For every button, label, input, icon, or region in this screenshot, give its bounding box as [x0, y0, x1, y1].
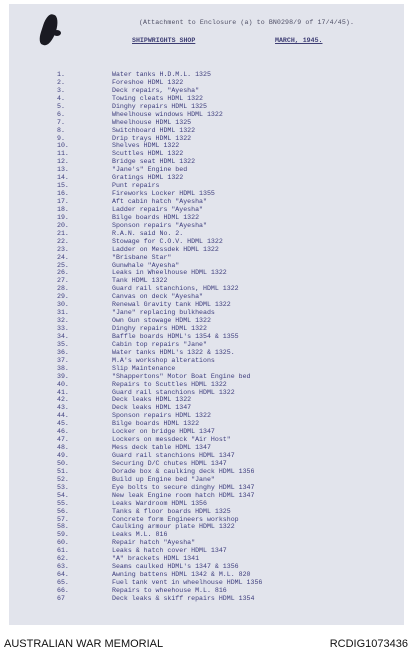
- item-number: 3.: [57, 86, 65, 94]
- item-description: Renewal Gravity tank HDML 1322: [112, 301, 231, 309]
- item-number: 40.: [57, 380, 69, 388]
- item-description: Dorade box & caulking deck HDML 1356: [112, 467, 255, 475]
- list-item: [9, 373, 404, 381]
- list-item: [9, 571, 404, 579]
- item-number: 7.: [57, 118, 65, 126]
- item-description: Mess deck table HDML 1347: [112, 444, 211, 452]
- item-number: 11.: [57, 150, 69, 158]
- item-description: Drip trays HDML 1322: [112, 134, 192, 142]
- list-item: [9, 547, 404, 555]
- item-description: Water tanks H.D.M.L. 1325: [112, 71, 211, 78]
- item-number: 24.: [57, 253, 69, 261]
- list-item: [9, 190, 404, 198]
- item-number: 30.: [57, 301, 69, 309]
- item-number: 18.: [57, 205, 69, 213]
- list-item: [9, 452, 404, 460]
- item-number: 61.: [57, 547, 69, 555]
- item-description: M.A's workshop alterations: [112, 356, 215, 364]
- item-number: 55.: [57, 499, 69, 507]
- item-description: Leaks M.L. 816: [112, 531, 168, 539]
- list-item: [9, 222, 404, 230]
- item-description: Sponson repairs "Ayesha": [112, 221, 207, 229]
- archive-name: AUSTRALIAN WAR MEMORIAL: [4, 638, 164, 650]
- list-item: [9, 87, 404, 95]
- item-number: 8.: [57, 126, 65, 134]
- list-item: [9, 166, 404, 174]
- item-description: Build up Engine bed "Jane": [112, 475, 215, 483]
- list-item: [9, 103, 404, 111]
- item-number: 36.: [57, 348, 69, 356]
- item-number: 5.: [57, 102, 65, 110]
- ink-spot: [53, 30, 61, 36]
- item-number: 57.: [57, 515, 69, 523]
- item-description: Guard rail stanchions HDML 1347: [112, 452, 235, 459]
- page-title: SHIPWRIGHTS SHOP: [132, 37, 196, 44]
- list-item: [9, 158, 404, 166]
- item-description: Aft cabin hatch "Ayesha": [112, 198, 207, 205]
- item-number: 19.: [57, 213, 69, 221]
- list-item: [9, 246, 404, 254]
- item-description: Leaks Wardroom HDML 1356: [112, 499, 207, 507]
- list-item: [9, 587, 404, 595]
- item-description: Lockers on messdeck "Air Host": [112, 436, 231, 444]
- item-number: 63.: [57, 563, 69, 571]
- list-item: [9, 285, 404, 293]
- attachment-reference: (Attachment to Enclosure (a) to BN0298/9 of 17/4/45).: [139, 19, 355, 26]
- list-item: [9, 182, 404, 190]
- item-description: "Jane" replacing bulkheads: [112, 309, 215, 317]
- item-number: 44.: [57, 412, 69, 420]
- item-number: 29.: [57, 293, 69, 301]
- list-item: [9, 111, 404, 119]
- item-number: 14.: [57, 174, 69, 182]
- item-number: 46.: [57, 428, 69, 436]
- item-description: Repairs to wheehouse M.L. 816: [112, 586, 227, 594]
- item-description: Gunwhale "Ayesha": [112, 261, 180, 269]
- item-number: 15.: [57, 182, 69, 190]
- list-item: [9, 214, 404, 222]
- item-number: 2.: [57, 78, 65, 86]
- list-item: [9, 579, 404, 587]
- item-number: 20.: [57, 221, 69, 229]
- item-description: Concrete form Engineers workshop: [112, 515, 239, 523]
- item-number: 13.: [57, 166, 69, 174]
- item-number: 27.: [57, 277, 69, 285]
- item-number: 43.: [57, 404, 69, 412]
- item-number: 50.: [57, 459, 69, 467]
- footer-bar: [0, 635, 413, 653]
- list-item: [9, 412, 404, 420]
- archive-id: RCDIG1073436: [329, 638, 408, 650]
- item-number: 16.: [57, 190, 69, 198]
- item-number: 42.: [57, 396, 69, 404]
- list-item: [9, 150, 404, 158]
- list-item: [9, 206, 404, 214]
- list-item: [9, 341, 404, 349]
- item-number: 35.: [57, 340, 69, 348]
- item-number: 21.: [57, 229, 69, 237]
- list-item: [9, 365, 404, 373]
- item-description: Awning battens HDML 1342 & M.L. 820: [112, 571, 251, 579]
- item-description: Slip Maintenance: [112, 364, 176, 372]
- item-description: Tank HDML 1322: [112, 277, 168, 285]
- item-description: Tanks & floor boards HDML 1325: [112, 507, 231, 515]
- item-description: Locker on bridge HDML 1347: [112, 428, 215, 436]
- list-item: [9, 396, 404, 404]
- item-number: 59.: [57, 531, 69, 539]
- item-number: 39.: [57, 372, 69, 380]
- item-number: 32.: [57, 317, 69, 325]
- item-number: 66.: [57, 586, 69, 594]
- item-description: Wheelhouse windows HDML 1322: [112, 110, 223, 118]
- list-item: [9, 277, 404, 285]
- item-description: Deck repairs, "Ayesha": [112, 86, 200, 94]
- item-number: 41.: [57, 388, 69, 396]
- item-number: 56.: [57, 507, 69, 515]
- item-number: 12.: [57, 158, 69, 166]
- item-description: Dinghy repairs HDML 1322: [112, 325, 207, 332]
- item-description: Deck leaks HDML 1322: [112, 396, 192, 404]
- list-item: [9, 563, 404, 571]
- list-item: [9, 516, 404, 524]
- item-number: 34.: [57, 332, 69, 340]
- list-item: [9, 420, 404, 428]
- document-page: [9, 4, 404, 625]
- item-description: Bilge boards HDML 1322: [112, 420, 200, 428]
- item-description: Canvas on deck "Ayesha": [112, 293, 204, 301]
- item-number: 28.: [57, 285, 69, 293]
- list-item: [9, 444, 404, 452]
- list-item: [9, 381, 404, 389]
- item-number: 62.: [57, 555, 69, 563]
- item-description: Punt repairs: [112, 182, 160, 190]
- item-number: 37.: [57, 356, 69, 364]
- item-description: Gratings HDML 1322: [112, 174, 184, 182]
- item-description: Fireworks Locker HDML 1355: [112, 190, 215, 198]
- item-description: Scuttles HDML 1322: [112, 150, 184, 158]
- list-item: [9, 333, 404, 341]
- list-item: [9, 476, 404, 484]
- list-item: [9, 301, 404, 309]
- list-item: [9, 325, 404, 333]
- list-item: [9, 523, 404, 531]
- item-description: Shelves HDML 1322: [112, 142, 180, 150]
- item-description: "Brisbane Star": [112, 253, 172, 261]
- item-description: Repair hatch "Ayesha": [112, 539, 196, 547]
- item-description: Leaks in Wheelhouse HDML 1322: [112, 269, 227, 277]
- item-number: 6.: [57, 110, 65, 118]
- item-number: 47.: [57, 436, 69, 444]
- item-description: Repairs to Scuttles HDML 1322: [112, 380, 227, 388]
- list-item: [9, 428, 404, 436]
- item-description: Sponson repairs HDML 1322: [112, 412, 211, 420]
- list-item: [9, 357, 404, 365]
- list-item: [9, 174, 404, 182]
- item-description: Eye bolts to secure dinghy HDML 1347: [112, 483, 255, 491]
- item-description: Guard rail stanchions, HDML 1322: [112, 285, 239, 293]
- item-description: Towing cleats HDML 1322: [112, 94, 204, 102]
- item-number: 52.: [57, 475, 69, 483]
- item-description: Switchboard HDML 1322: [112, 126, 196, 134]
- list-item: [9, 119, 404, 127]
- item-number: 33.: [57, 325, 69, 332]
- item-number: 60.: [57, 539, 69, 547]
- list-item: [9, 460, 404, 468]
- item-number: 9.: [57, 134, 65, 142]
- list-item: [9, 492, 404, 500]
- list-item: [9, 71, 404, 79]
- item-number: 48.: [57, 444, 69, 452]
- item-description: Seams caulked HDML's 1347 & 1356: [112, 563, 239, 571]
- item-number: 49.: [57, 452, 69, 459]
- item-description: Deck leaks & skiff repairs HDML 1354: [112, 594, 255, 602]
- item-number: 65.: [57, 579, 69, 586]
- item-number: 67: [57, 594, 65, 602]
- item-description: New leak Engine room hatch HDML 1347: [112, 491, 255, 499]
- list-item: [9, 317, 404, 325]
- list-item: [9, 484, 404, 492]
- item-description: Ladder repairs "Ayesha": [112, 205, 204, 213]
- item-description: Deck leaks HDML 1347: [112, 404, 192, 412]
- item-number: 22.: [57, 237, 69, 245]
- item-number: 53.: [57, 483, 69, 491]
- item-description: "A" brackets HDML 1341: [112, 555, 200, 563]
- list-item: [9, 436, 404, 444]
- item-description: Dinghy repairs HDML 1325: [112, 102, 207, 110]
- item-description: "Jane's" Engine bed: [112, 166, 188, 174]
- item-description: Cabin top repairs "Jane": [112, 340, 207, 348]
- list-item: [9, 531, 404, 539]
- list-item: [9, 508, 404, 516]
- list-item: [9, 349, 404, 357]
- list-item: [9, 404, 404, 412]
- item-description: Wheelhouse HDML 1325: [112, 118, 192, 126]
- item-description: Baffle boards HDML's 1354 & 1355: [112, 332, 239, 340]
- list-item: [9, 135, 404, 143]
- item-description: Fuel tank vent in wheelhouse HDML 1356: [112, 579, 263, 586]
- item-description: Securing D/C chutes HDML 1347: [112, 459, 227, 467]
- item-number: 23.: [57, 245, 69, 253]
- item-number: 10.: [57, 142, 69, 150]
- page-date: MARCH, 1945.: [275, 37, 323, 44]
- list-item: [9, 79, 404, 87]
- item-description: R.A.N. said No. 2.: [112, 229, 184, 237]
- job-list: [9, 71, 404, 603]
- item-number: 51.: [57, 467, 69, 475]
- item-number: 17.: [57, 198, 69, 205]
- item-number: 38.: [57, 364, 69, 372]
- list-item: [9, 309, 404, 317]
- item-description: Ladder on Messdek HDML 1322: [112, 245, 219, 253]
- item-description: Guard rail stanchions HDML 1322: [112, 388, 235, 396]
- item-number: 64.: [57, 571, 69, 579]
- item-number: 26.: [57, 269, 69, 277]
- item-number: 25.: [57, 261, 69, 269]
- list-item: [9, 254, 404, 262]
- list-item: [9, 468, 404, 476]
- list-item: [9, 238, 404, 246]
- item-description: Own Gun stowage HDML 1322: [112, 317, 211, 325]
- item-description: Stowage for C.O.V. HDML 1322: [112, 237, 223, 245]
- list-item: [9, 269, 404, 277]
- item-number: 58.: [57, 523, 69, 531]
- list-item: [9, 230, 404, 238]
- item-description: Leaks & hatch cover HDML 1347: [112, 547, 227, 555]
- list-item: [9, 500, 404, 508]
- item-number: 4.: [57, 94, 65, 102]
- item-description: Foreshoe HDML 1322: [112, 78, 184, 86]
- list-item: [9, 127, 404, 135]
- item-description: Water tanks HDML's 1322 & 1325.: [112, 348, 235, 356]
- list-item: [9, 555, 404, 563]
- list-item: [9, 142, 404, 150]
- item-description: Bilge boards HDML 1322: [112, 213, 200, 221]
- list-item: [9, 389, 404, 397]
- item-number: 1.: [57, 71, 65, 78]
- list-item: [9, 198, 404, 206]
- list-item: [9, 95, 404, 103]
- list-item: [9, 262, 404, 270]
- item-description: Caulking armour plate HDML 1322: [112, 523, 235, 531]
- item-number: 45.: [57, 420, 69, 428]
- list-item: [9, 539, 404, 547]
- item-number: 31.: [57, 309, 69, 317]
- list-item: [9, 595, 404, 603]
- item-number: 54.: [57, 491, 69, 499]
- list-item: [9, 293, 404, 301]
- item-description: Bridge seat HDML 1322: [112, 158, 196, 166]
- item-description: "Shappertons" Motor Boat Engine bed: [112, 372, 251, 380]
